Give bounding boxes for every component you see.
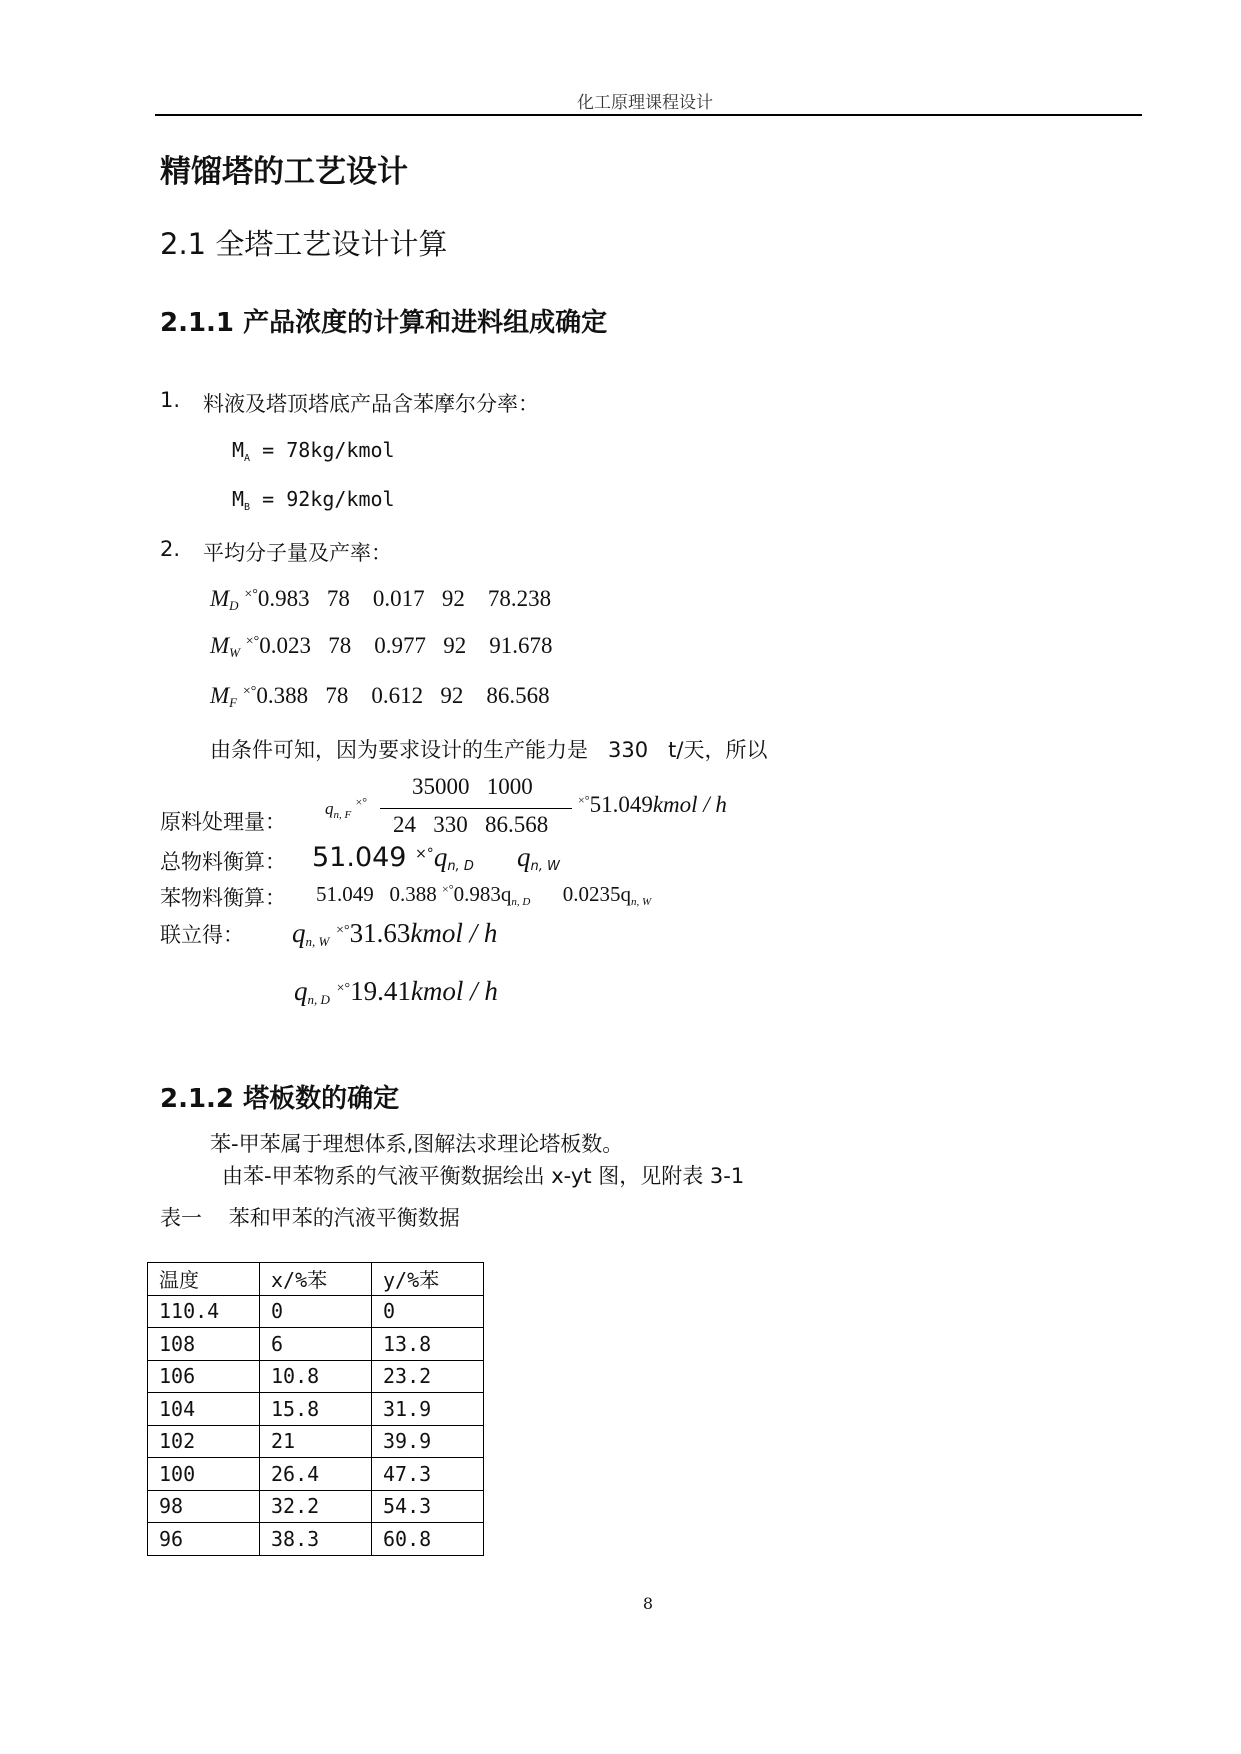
raw-result — [578, 792, 727, 818]
item1-number: 1. — [160, 388, 181, 412]
total-q2-subscript: n, W — [530, 859, 560, 874]
table-cell: 39.9 — [372, 1425, 484, 1458]
table-row — [148, 1328, 484, 1361]
table-row — [148, 1360, 484, 1393]
page-header-title: 化工原理课程设计 — [577, 93, 713, 113]
total-q1: q — [433, 842, 448, 872]
table-cell: 108 — [148, 1328, 260, 1361]
total-equation — [312, 842, 560, 874]
benzene-text2: 0.983q — [453, 882, 512, 906]
table-cell: 10.8 — [260, 1360, 372, 1393]
table-row — [148, 1523, 484, 1556]
fraction-bar — [380, 808, 572, 809]
ma-symbol: M — [232, 438, 245, 462]
paragraph-2: 由苯-甲苯物系的气液平衡数据绘出 x-yt 图，见附表 3-1 — [222, 1164, 745, 1188]
qw-result — [292, 918, 497, 950]
raw-result-unit: kmol / h — [652, 792, 727, 817]
raw-denominator: 24 330 86.568 — [393, 812, 549, 837]
table-cell: 96 — [148, 1523, 260, 1556]
equals-mark: ×° — [336, 981, 351, 996]
md-subscript: D — [229, 598, 239, 613]
mb-subscript: B — [244, 502, 251, 513]
table-cell: 60.8 — [372, 1523, 484, 1556]
benzene-sub1: n, D — [511, 896, 531, 908]
mb-value: = 92kg/kmol — [262, 487, 395, 511]
item2-text: 平均分子量及产率： — [203, 541, 392, 565]
mf-subscript: F — [229, 695, 238, 710]
equals-mark: ×° — [415, 846, 434, 862]
table-row — [148, 1490, 484, 1523]
item1-text: 料液及塔顶塔底产品含苯摩尔分率： — [203, 392, 539, 416]
mf-expression: 0.388 78 0.612 92 86.568 — [256, 683, 550, 708]
table-cell: 21 — [260, 1425, 372, 1458]
equals-mark: ×° — [245, 634, 260, 649]
total-label: 总物料衡算： — [160, 850, 286, 874]
condition-text: 由条件可知，因为要求设计的生产能力是 330 t/天，所以 — [210, 738, 768, 762]
ma-line — [232, 438, 395, 464]
table-row — [148, 1458, 484, 1491]
mf-symbol: M — [210, 683, 230, 708]
benzene-text3: 0.0235q — [562, 882, 632, 906]
section-heading: 2.1 全塔工艺设计计算 — [160, 227, 448, 261]
equals-mark: ×° — [244, 587, 258, 602]
mw-expression: 0.023 78 0.977 92 91.678 — [259, 633, 553, 658]
equals-mark: ×° — [578, 793, 590, 807]
md-expression: 0.983 78 0.017 92 78.238 — [257, 586, 552, 611]
raw-lhs-subscript: n, F — [333, 809, 352, 821]
raw-lhs-symbol: q — [325, 799, 334, 818]
qd-result — [294, 976, 498, 1008]
table-cell: 23.2 — [372, 1360, 484, 1393]
table-cell: 38.3 — [260, 1523, 372, 1556]
qd-symbol: q — [294, 976, 308, 1006]
table-cell: 6 — [260, 1328, 372, 1361]
raw-label: 原料处理量： — [160, 810, 286, 834]
table-cell: 13.8 — [372, 1328, 484, 1361]
equals-mark: ×° — [242, 684, 257, 699]
table-cell: 106 — [148, 1360, 260, 1393]
paragraph-1: 苯-甲苯属于理想体系,图解法求理论塔板数。 — [210, 1132, 624, 1156]
total-left-value: 51.049 — [312, 842, 407, 873]
table-cell: 26.4 — [260, 1458, 372, 1491]
mw-symbol: M — [210, 633, 230, 658]
table-cell: 0 — [372, 1295, 484, 1328]
table-cell: 98 — [148, 1490, 260, 1523]
page-number: 8 — [642, 1594, 654, 1613]
table-cell: 54.3 — [372, 1490, 484, 1523]
qd-subscript: n, D — [307, 992, 330, 1007]
header-rule — [155, 114, 1142, 116]
table-row — [148, 1393, 484, 1426]
table-cell: 0 — [260, 1295, 372, 1328]
table-cell: 100 — [148, 1458, 260, 1491]
equals-mark: ×° — [336, 923, 350, 938]
mf-equation — [210, 683, 550, 711]
md-symbol: M — [210, 586, 230, 611]
item2-number: 2. — [160, 537, 181, 561]
benzene-label: 苯物料衡算： — [160, 886, 286, 910]
table-cell: 104 — [148, 1393, 260, 1426]
qw-symbol: q — [292, 918, 306, 948]
raw-lhs — [325, 795, 367, 821]
mw-subscript: W — [229, 645, 241, 660]
equals-mark: ×° — [442, 882, 454, 896]
table-row — [148, 1425, 484, 1458]
qw-subscript: n, W — [305, 934, 330, 949]
qw-value: 31.63 — [349, 918, 411, 948]
table-header-row — [148, 1263, 484, 1296]
table-header-cell: 温度 — [148, 1263, 260, 1296]
subsection-heading-1: 2.1.1 产品浓度的计算和进料组成确定 — [160, 308, 608, 338]
total-q1-subscript: n, D — [447, 859, 474, 874]
table-cell: 31.9 — [372, 1393, 484, 1426]
ma-subscript: A — [244, 453, 251, 464]
benzene-equation — [316, 882, 651, 908]
mw-equation — [210, 633, 553, 661]
md-equation — [210, 586, 551, 614]
table-header-cell: x/%苯 — [260, 1263, 372, 1296]
table-cell: 47.3 — [372, 1458, 484, 1491]
chapter-title: 精馏塔的工艺设计 — [160, 154, 408, 190]
benzene-sub2: n, W — [631, 896, 652, 908]
benzene-text1: 51.049 0.388 — [316, 882, 437, 906]
joint-label: 联立得： — [160, 923, 244, 947]
table-header-cell: y/%苯 — [372, 1263, 484, 1296]
table-cell: 110.4 — [148, 1295, 260, 1328]
mb-symbol: M — [232, 487, 245, 511]
table-caption: 表一 苯和甲苯的汽液平衡数据 — [160, 1206, 460, 1230]
qd-value: 19.41 — [350, 976, 411, 1006]
ma-value: = 78kg/kmol — [262, 438, 395, 462]
raw-result-value: 51.049 — [589, 792, 653, 817]
subsection-heading-2: 2.1.2 塔板数的确定 — [160, 1084, 400, 1114]
qw-unit: kmol / h — [410, 918, 498, 948]
mb-line — [232, 487, 395, 513]
table-row — [148, 1295, 484, 1328]
equilibrium-table — [147, 1262, 484, 1556]
table-cell: 15.8 — [260, 1393, 372, 1426]
raw-numerator: 35000 1000 — [412, 774, 533, 799]
table-cell: 32.2 — [260, 1490, 372, 1523]
qd-unit: kmol / h — [410, 976, 498, 1006]
total-q2: q — [517, 842, 531, 872]
equals-mark: ×° — [355, 795, 368, 809]
table-cell: 102 — [148, 1425, 260, 1458]
